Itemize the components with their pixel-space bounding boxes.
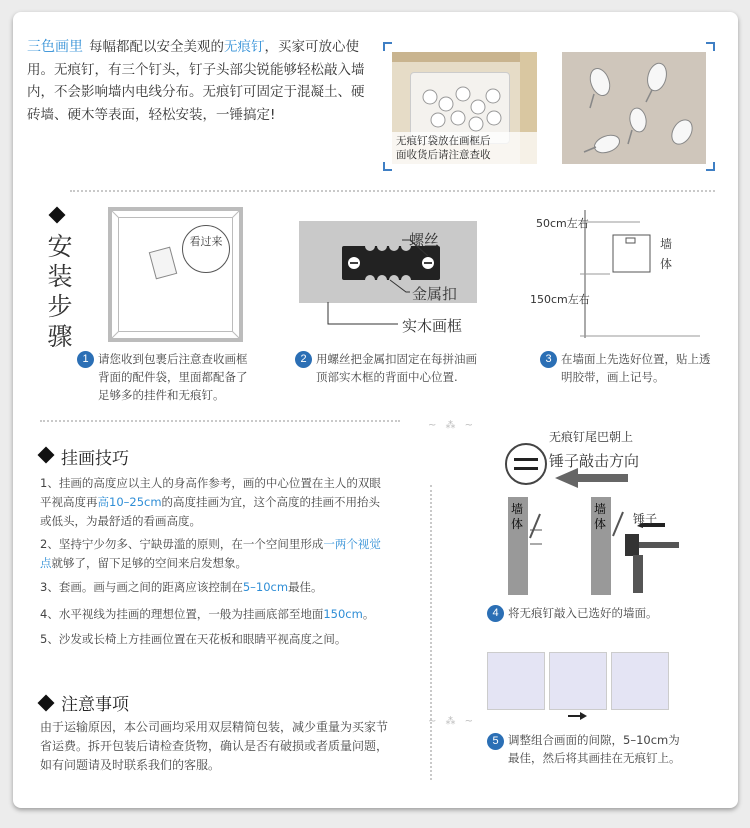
nails-pile-icon bbox=[418, 82, 508, 137]
tip-item bbox=[40, 535, 390, 573]
column-divider bbox=[430, 485, 432, 780]
step-number-badge: 2 bbox=[295, 351, 312, 368]
photo-corner bbox=[383, 162, 392, 171]
section-divider bbox=[40, 420, 400, 422]
tip-item bbox=[40, 630, 390, 649]
tip-highlight: 一两个视觉点 bbox=[40, 537, 381, 570]
step5-caption: 调整组合画面的间隙，5–10cm为最佳，然后将其画挂在无痕钉上。 bbox=[508, 733, 681, 765]
tip-highlight: 高10–25cm bbox=[97, 495, 162, 509]
step2-caption: 用螺丝把金属扣固定在每拼油画顶部实木框的背面中心位置. bbox=[316, 352, 477, 384]
title-char: 步 bbox=[47, 292, 73, 321]
photo-caption bbox=[396, 134, 491, 162]
step-number-badge: 3 bbox=[540, 351, 557, 368]
gap-arrow-icon bbox=[568, 711, 588, 721]
tip-text: 。 bbox=[362, 607, 375, 621]
tip-text: 最佳。 bbox=[288, 580, 323, 594]
tip-item bbox=[40, 605, 390, 624]
step-number-badge: 4 bbox=[487, 605, 504, 622]
tip-text: 1、挂画的高度应以主人的身高作参考，画的中心位置在主人的双眼平视高度再 bbox=[40, 476, 381, 509]
painting-panel bbox=[487, 652, 545, 710]
wall-label: 墙体 bbox=[511, 502, 524, 531]
install-steps-title bbox=[42, 232, 78, 352]
intro-highlight: 无痕钉 bbox=[224, 39, 265, 55]
height-label-top: 50cm左右 bbox=[536, 217, 589, 230]
speech-bubble-text: 看过来 bbox=[189, 235, 223, 248]
tip-text: 的高度挂画为宜，这个高度的挂画不用抬头或低头，为最舒适的看画高度。 bbox=[40, 495, 381, 528]
brand-name: 三色画里 bbox=[27, 39, 83, 55]
height-label-bottom: 150cm左右 bbox=[530, 293, 590, 306]
intro-paragraph bbox=[27, 36, 367, 126]
intro-text-1: 每幅都配以安全美观的 bbox=[89, 39, 224, 55]
tip-text: 3、套画。画与画之间的距离应该控制在 bbox=[40, 580, 243, 594]
tip-text: 5、沙发或长椅上方挂画位置在天花板和眼睛平视高度之间。 bbox=[40, 632, 347, 646]
tip-highlight: 150cm bbox=[323, 607, 363, 621]
notice-text: 由于运输原因，本公司画均采用双层精简包装，减少重量为买家节省运费。拆开包装后请检查货物，确认是否有破损或者质量问题，如有问题请及时联系我们的客服。 bbox=[40, 720, 389, 772]
step4-caption: 将无痕钉敲入已选好的墙面。 bbox=[508, 606, 658, 620]
tip-item bbox=[40, 578, 390, 597]
painting-panel bbox=[549, 652, 607, 710]
title-char: 装 bbox=[47, 262, 73, 291]
screw-label: 螺丝 bbox=[409, 231, 440, 249]
hammer-label: 锤子 bbox=[633, 512, 658, 526]
painting-panel bbox=[611, 652, 669, 710]
section-divider bbox=[70, 190, 715, 192]
watermark-ornament: ~ ⁂ ~ bbox=[427, 716, 477, 727]
wall-label: 墙体 bbox=[660, 237, 673, 271]
step1-caption: 请您收到包裹后注意查收画框背面的配件袋，里面都配备了足够多的挂件和无痕钉。 bbox=[98, 352, 248, 402]
nails-closeup-photo bbox=[562, 52, 706, 164]
title-char: 安 bbox=[47, 232, 73, 261]
wall-label: 墙体 bbox=[594, 502, 607, 531]
tip-text: 就够了，留下足够的空间来启发想象。 bbox=[51, 556, 247, 570]
frame-label: 实木画框 bbox=[402, 317, 463, 335]
intro-text-2: ，买家可放心使用。无痕钉，有三个钉头，钉子头部尖锐能够轻松敲入墙内，不会影响墙内电线分布。无痕钉可固定于混凝土、硬砖墙、硬木等表面，轻松安装，一锤搞定! bbox=[27, 39, 365, 123]
photo-corner bbox=[383, 42, 392, 51]
step-number-badge: 1 bbox=[77, 351, 94, 368]
photo-caption-line: 面收货后请注意查收 bbox=[396, 149, 491, 161]
nail-hooks-icon bbox=[562, 52, 706, 164]
nail-bag-photo bbox=[392, 52, 537, 164]
hammer-direction-label: 锤子敲击方向 bbox=[549, 452, 640, 470]
step3-caption: 在墙面上先选好位置，贴上透明胶带，画上记号。 bbox=[561, 352, 711, 384]
tips-title: 挂画技巧 bbox=[61, 449, 129, 469]
tip-text: 4、水平视线为挂画的理想位置，一般为挂画底部至地面 bbox=[40, 607, 324, 621]
step-number-badge: 5 bbox=[487, 733, 504, 750]
notice-title: 注意事项 bbox=[61, 695, 129, 715]
buckle-label: 金属扣 bbox=[412, 285, 458, 303]
photo-corner bbox=[706, 162, 715, 171]
photo-corner bbox=[706, 42, 715, 51]
hammer-handle-icon bbox=[621, 555, 661, 595]
frame-back-illustration bbox=[108, 207, 243, 342]
photo-caption-line: 无痕钉袋放在画框后 bbox=[396, 135, 491, 147]
tip-text: 2、坚持宁少勿多、宁缺毋滥的原则，在一个空间里形成 bbox=[40, 537, 324, 551]
tip-item bbox=[40, 474, 390, 531]
tip-highlight: 5–10cm bbox=[242, 580, 289, 594]
watermark-ornament: ~ ⁂ ~ bbox=[427, 420, 477, 431]
nail-tail-label: 无痕钉尾巴朝上 bbox=[549, 430, 634, 444]
title-char: 骤 bbox=[47, 322, 73, 351]
nail-in-wall-icon bbox=[528, 510, 558, 550]
